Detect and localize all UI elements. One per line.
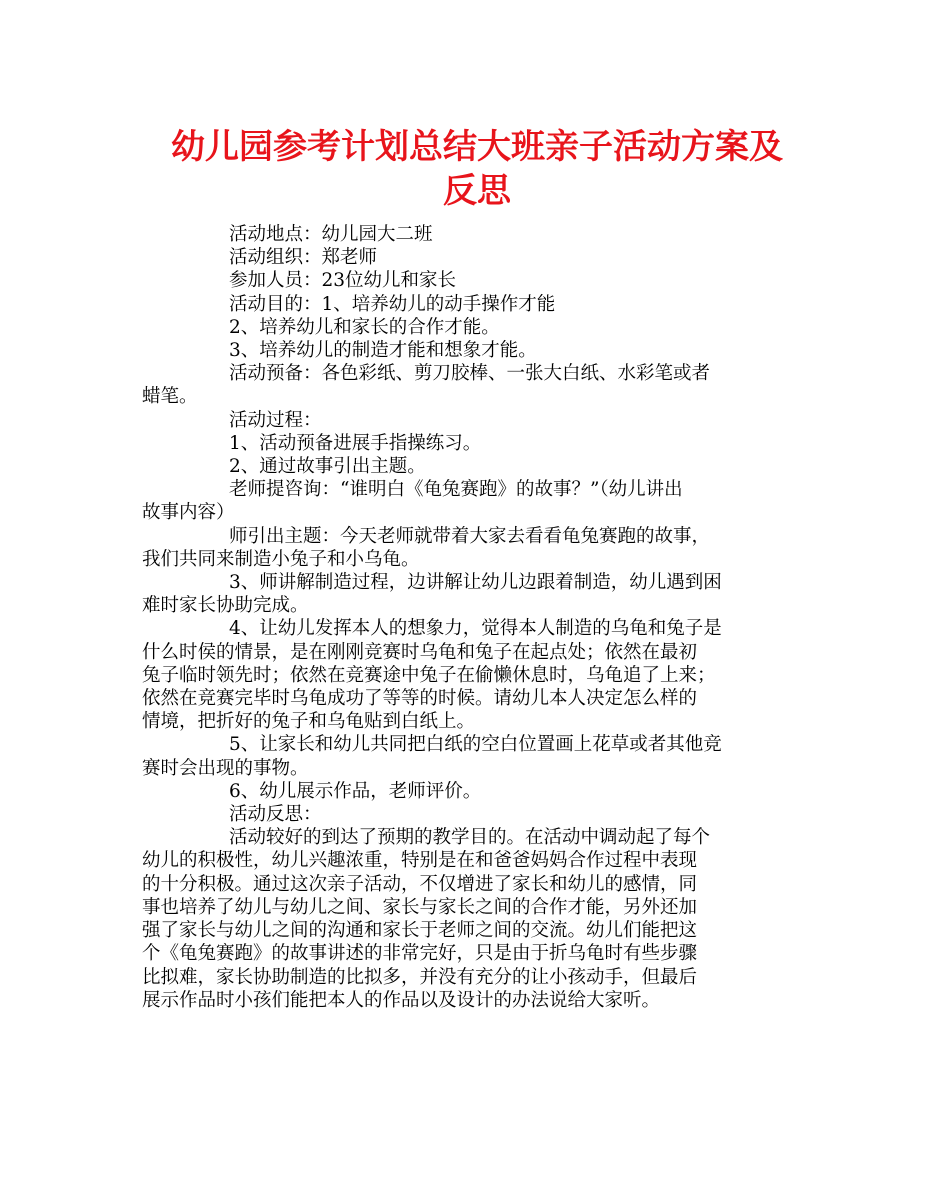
text-line: 活动过程： (229, 409, 322, 431)
text-line: 比拟难，家长协助制造的比拟多，并没有充分的让小孩动手，但最后 (142, 966, 698, 988)
text-line: 3、培养幼儿的制造才能和想象才能。 (229, 340, 537, 362)
text-line: 依然在竞赛完毕时乌龟成功了等等的时候。请幼儿本人决定怎么样的 (142, 688, 698, 710)
text-line: 活动地点：幼儿园大二班 (229, 224, 433, 245)
text-line: 师引出主题：今天老师就带着大家去看看龟兔赛跑的故事， (229, 525, 711, 547)
title-line-2: 反思 (443, 171, 511, 211)
text-line: 6、幼儿展示作品，老师评价。 (229, 780, 482, 802)
text-line: 活动目的：1、培养幼儿的动手操作才能 (229, 293, 556, 315)
text-line: 幼儿的积极性，幼儿兴趣浓重，特别是在和爸爸妈妈合作过程中表现 (142, 850, 698, 872)
text-line: 事也培养了幼儿与幼儿之间、家长与家长之间的合作才能，另外还加 (142, 896, 698, 918)
text-line: 活动反思： (229, 804, 322, 826)
text-line: 5、让家长和幼儿共同把白纸的空白位置画上花草或者其他竞 (229, 734, 722, 756)
text-line: 我们共同来制造小兔子和小乌龟。 (142, 548, 420, 570)
text-line: 老师提咨询：“谁明白《龟兔赛跑》的故事？”（幼儿讲出 (229, 479, 683, 501)
text-line: 2、通过故事引出主题。 (229, 456, 426, 478)
text-line: 赛时会出现的事物。 (142, 757, 309, 779)
text-line: 的十分积极。通过这次亲子活动，不仅增进了家长和幼儿的感情，同 (142, 873, 698, 895)
text-line: 活动组织：郑老师 (229, 247, 378, 269)
text-line: 什么时侯的情景，是在刚刚竞赛时乌龟和兔子在起点处；依然在最初 (142, 641, 698, 663)
text-line: 情境，把折好的兔子和乌龟贴到白纸上。 (142, 711, 476, 733)
text-line: 2、培养幼儿和家长的合作才能。 (229, 316, 500, 338)
text-line: 个《龟兔赛跑》的故事讲述的非常完好，只是由于折乌龟时有些步骤 (142, 943, 698, 965)
text-line: 故事内容） (142, 502, 235, 524)
document-title (142, 125, 812, 213)
text-line: 参加人员：23位幼儿和家长 (229, 270, 457, 292)
title-line-1: 幼儿园参考计划总结大班亲子活动方案及 (171, 127, 783, 167)
text-line: 1、活动预备进展手指操练习。 (229, 432, 482, 454)
document-page (142, 125, 812, 1012)
text-line: 活动预备：各色彩纸、剪刀胶棒、一张大白纸、水彩笔或者 (229, 363, 711, 385)
text-line: 强了家长与幼儿之间的沟通和家长于老师之间的交流。幼儿们能把这 (142, 920, 698, 942)
document-body (142, 223, 812, 1012)
text-line: 3、师讲解制造过程，边讲解让幼儿边跟着制造，幼儿遇到困 (229, 572, 722, 594)
text-line: 展示作品时小孩们能把本人的作品以及设计的办法说给大家听。 (142, 989, 661, 1011)
text-line: 活动较好的到达了预期的教学目的。在活动中调动起了每个 (229, 827, 711, 849)
text-line: 兔子临时领先时；依然在竞赛途中兔子在偷懒休息时，乌龟追了上来； (142, 664, 716, 686)
text-line: 4、让幼儿发挥本人的想象力，觉得本人制造的乌龟和兔子是 (229, 618, 722, 640)
text-line: 难时家长协助完成。 (142, 595, 309, 617)
text-line: 蜡笔。 (142, 386, 198, 408)
